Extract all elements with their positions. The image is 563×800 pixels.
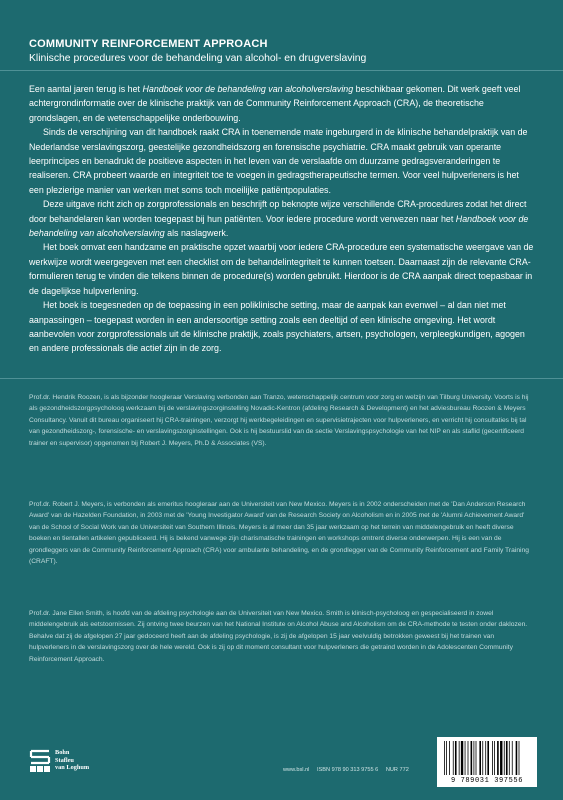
publisher-mark-icon [28, 747, 52, 775]
blurb [29, 82, 535, 356]
publisher-logo [28, 745, 118, 781]
blurb-paragraph-1: Een aantal jaren terug is het Handboek voor de behandeling van alcoholverslaving beschikbaar gekomen. Dit werk geeft veel achtergrondinformatie over de klinische praktijk van de Community Reinforcement Approach (CRA), de theoretische grondslagen, en de wetenschappelijke onderbouwing. [29, 84, 521, 123]
nur-code: NUR 772 [385, 767, 409, 773]
isbn: ISBN 978 90 313 9755 6 [317, 767, 379, 773]
barcode-bars [443, 741, 531, 777]
author-bio-smith: Prof.dr. Jane Ellen Smith, is hoofd van de afdeling psychologie aan de Universiteit van New Mexico. Smith is klinisch-psycholoog en gespecialiseerd in zowel middelengebruik als eetstoornissen. Zij ontving twee beurzen van het National Institute on Alcohol Abuse and Alcoholism om de CRA-methode te testen onder daklozen. Behalve dat zij de afgelopen 27 jaar gedoceerd heeft aan de afdeling psychologie, is zij de afgelopen 15 jaar veelvuldig betrokken geweest bij het trainen van hulpverleners in de verslavingszorg over de hele wereld. Ook is zij op dit moment consultant voor hulpverleners die getraind worden in de Adolescenten Community Reinforcement Approach. [29, 610, 528, 663]
blurb-paragraph-3: Deze uitgave richt zich op zorgprofessionals en beschrijft op beknopte wijze verschillende CRA-procedures zodat het direct door behandelaren kan worden toegepast bij hun patiënten. Voor iedere procedure wordt verwezen naar het Handboek voor de behandeling van alcoholverslaving als naslagwerk. [29, 199, 529, 239]
publisher-name: Bohn Stafleu van Loghum [55, 749, 90, 772]
author-bio-roozen: Prof.dr. Hendrik Roozen, is als bijzonder hoogleraar Verslaving verbonden aan Tranzo, wetenschappelijk centrum voor zorg en welzijn van Tilburg University. Voorts is hij als gezondheidszorgpsycholoog werkzaam bij de verslavingszorginstelling Novadic-Kentron (afdeling Research & Development) en het adviesbureau Roozen & Meyers Consultancy. Vanuit dit bureau organiseert hij CRA-trainingen, verzorgt hij werkbegeleidingen en supervisietrajecten voor hulpverleners, en verricht hij consultaties bij tal van gezondheidszorg-, forensische- en verslavingszorginstellingen. Ook is hij bestuurslid van de sectie Verslavingspsychologie van het NIP en als staflid (gecertificeerd trainer en supervisor) opgenomen bij Robert J. Meyers, Ph.D & Associates (VS). [29, 394, 529, 447]
book-title: COMMUNITY REINFORCEMENT APPROACH [29, 38, 268, 50]
publication-info [283, 767, 415, 773]
book-subtitle: Klinische procedures voor de behandeling van alcohol- en drugverslaving [29, 53, 367, 64]
handbook-title-ref: Handboek voor de behandeling van alcoholverslaving [29, 213, 529, 239]
blurb-paragraph-4: Het boek omvat een handzame en praktische opzet waarbij voor iedere CRA-procedure een systematische weergave van de werkwijze wordt weergegeven met een checklist om de behandelintegriteit te kunnen toetsen. Daarnaast zijn de relevante CRA-formulieren terug te vinden die telkens binnen de procedure(s) worden gebruikt. Hierdoor is de CRA aanpak direct toepasbaar in de dagelijkse hulpverlening. [29, 242, 534, 296]
publisher-url: www.bsl.nl [283, 767, 310, 773]
barcode-number: 9 789031 397556 [450, 777, 523, 785]
handbook-title-ref: Handboek voor de behandeling van alcoholverslaving [142, 84, 354, 94]
header-divider [0, 70, 563, 71]
section-divider [0, 378, 563, 379]
blurb-paragraph-2: Sinds de verschijning van dit handboek raakt CRA in toenemende mate ingeburgerd in de klinische behandelpraktijk van de Nederlandse verslavingszorg, geestelijke gezondheidszorg en forensische psychiatrie. CRA maakt gebruik van operante leerprincipes en benadrukt de positieve aspecten in het leven van de verslaafde om duurzame gedragsveranderingen te realiseren. CRA probeert waarde en integriteit toe te voegen in gedragstherapeutische termen. Voor veel hulpverleners is het een plezierige manier van werken met soms toch moeilijke patiëntpopulaties. [29, 127, 528, 195]
blurb-paragraph-5: Het boek is toegesneden op de toepassing in een poliklinische setting, maar de aanpak kan evenwel – al dan niet met aanpassingen – toegepast worden in een andersoortige setting zoals een deeltijd of een klinische omgeving. Het wordt aanbevolen voor zorgprofessionals uit de klinische praktijk, zoals psychiaters, artsen, psychologen, verpleegkundigen, agogen en andere professionals die actief zijn in de zorg. [29, 300, 525, 354]
author-bio-meyers: Prof.dr. Robert J. Meyers, is verbonden als emeritus hoogleraar aan de Universiteit van New Mexico. Meyers is in 2002 onderscheiden met de 'Dan Anderson Research Award' van de Hazelden Foundation, in 2003 met de 'Young Investigator Award' van de Research Society on Alcoholism en in 2005 met de 'Alumni Achievement Award' van de School of Social Work van de Universiteit van Southern Illinois. Meyers is al meer dan 35 jaar werkzaam op het terrein van middelengebruik en heeft diverse boeken en tientallen artikelen gepubliceerd. Hij is bekend vanwege zijn charismatische trainingen en workshops omtrent diverse onderwerpen. Hij is een van de grondleggers van de Community Reinforcement Approach (CRA) voor ambulante behandeling, en de grondlegger van de Community Reinforcement and Family Training (CRAFT). [29, 501, 529, 566]
isbn-barcode [437, 737, 537, 787]
